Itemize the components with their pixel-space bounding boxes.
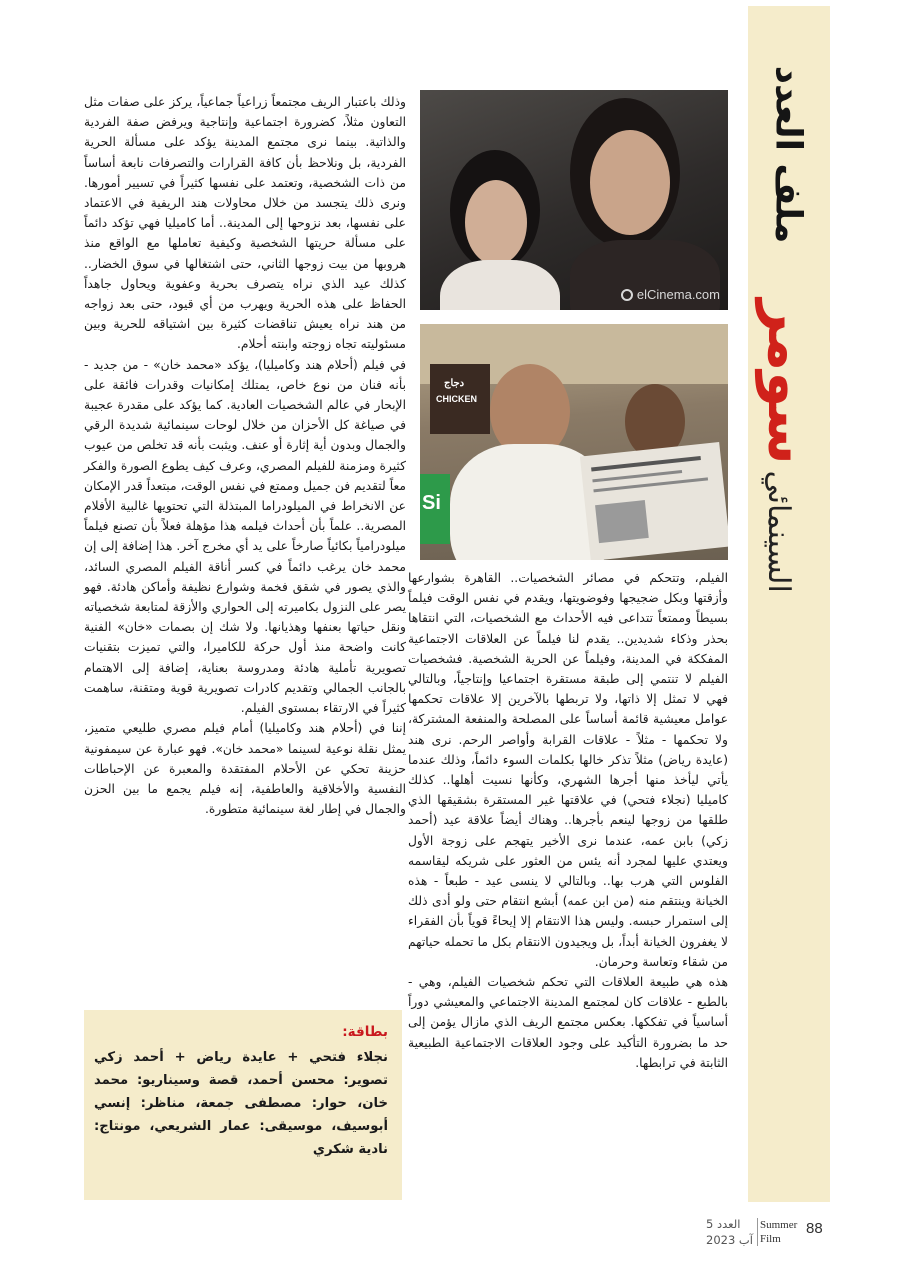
watermark: [621, 287, 720, 302]
paragraph: في فيلم (أحلام هند وكاميليا)، يؤكد «محمد خان» - من جديد - بأنه فنان من نوع خاص، يمتلك إمكانيات وقدرات فائقة على الإبحار في عالم الشخصيات العادية. كما يؤكد على مقدرة عجيبة في صياغة كل الأحزان من خلال لوحات سينمائية شديدة الرقي والجمال وبدون أية إثارة أو عنف. ويثبت بأنه قد تخلص من عيوب كثيرة ومزمنة للفيلم المصري، وعرف كيف يطوع الصورة والفكر معاً لتقديم فن جميل وممتع في نفس الوقت، مبتعداً قدر الإمكان عن الانخراط في الميلودراما المبتذلة التي تحتويها غالبية الأفلام المصرية.. علماً بأن أحداث فيلمه هذا مؤهلة فعلاً بأن تصنع فيلماً ميلودرامياً بكائياً صارخاً على يد أي مخرج آخر. هذا إضافة إلى إن محمد خان يرغب دائماً في كسر أناقة الفيلم المصري السائد، والذي يصور في شقق فخمة وشوارع نظيفة وأماكن هادئة. فهو يصر على النزول بكاميرته إلى الحواري والأزقة لمتابعة شخصياته ونقل حياتها بعنفها وهذيانها. ولا شك إن بصمات «خان» الفنية كانت واضحة منذ أول حركة للكاميرا، والتي تميزت بتقنيات تصويرية تأملية هادئة ومدروسة بعناية، إضافة إلى الاهتمام بالجانب الجمالي وتقديم كادرات تصويرية قوية ومتقنة، ساهمت كثيراً في الارتقاء بمستوى الفيلم.: [84, 357, 406, 716]
face-shape: [590, 130, 670, 235]
newspaper: [580, 442, 728, 560]
footer-divider: [757, 1218, 758, 1246]
brand-mark: [760, 1218, 797, 1246]
watermark-text: elCinema.com: [636, 287, 720, 302]
newspaper-line: [591, 456, 701, 471]
film-still-men: [420, 324, 728, 560]
film-card: [84, 1010, 402, 1200]
paragraph: إننا في (أحلام هند وكاميليا) أمام فيلم مصري طليعي متميز، يمثل نقلة نوعية لسينما «محمد خان». فهو عبارة عن سيمفونية حزينة تحكي عن الأحلام المفتقدة والمعبرة عن الإحباطات النفسية والأخلاقية والعاطفية، إنه فيلم يجمع ما بين الحزن والجمال في إطار لغة سينمائية متطورة.: [84, 721, 406, 817]
section-title: [756, 44, 820, 264]
film-still-women: [420, 90, 728, 310]
brand-line: Summer: [760, 1219, 798, 1231]
section-title-text: ملف العدد: [767, 65, 809, 243]
logo-sub: السينمائي: [761, 470, 797, 593]
sidebar-band: [748, 6, 830, 1202]
sign-text-ar: دجاج: [444, 378, 465, 389]
logo-main: سومر: [755, 299, 824, 465]
shop-sign: [430, 364, 490, 434]
issue-info: [706, 1216, 753, 1248]
shirt-shape: [440, 260, 560, 310]
paragraph: وذلك باعتبار الريف مجتمعاً زراعياً جماعياً، يركز على صفات مثل التعاون مثلاً، كضرورة اجتماعية وإنتاجية ويرفض صفة الفردية والذاتية. بينما نرى مجتمع المدينة يؤكد على مسألة الحرية الفردية، بل ونلاحظ بأن كافة القرارات والتصرفات نابعة أساساً من ذات الشخصية، وتعتمد على نفسها كثيراً في تسيير أمورها. ونرى ذلك يتجسد من خلال محاولات هند الريفية في الاعتماد على نفسها، بعد نزوحها إلى المدينة.. أما كاميليا فهي تؤكد دائماً على مسألة حريتها الشخصية وكيفية تعاملها مع الواقع منذ هروبها من بيت زوجها الثاني، حتى اشتغالها في سوق الخضار.. كذلك عيد الذي نراه يتصرف بحرية وعفوية ويحاول جاهداً الحفاظ على هذه الحرية ويهرب من أي قيود، حتى بعد زواجه من هند نراه يعيش تناقضات كثيرة بين اشتياقه للحرية وبين مسئوليته تجاه زوجته وابنته أحلام.: [84, 95, 406, 352]
page-number: 88: [806, 1220, 823, 1237]
article-column-left: [84, 92, 406, 819]
green-board: [420, 474, 450, 544]
magazine-logo: [752, 299, 826, 593]
film-card-title: بطاقة:: [342, 1024, 388, 1040]
watermark-icon: [621, 289, 633, 301]
issue-date: آب 2023: [706, 1233, 753, 1247]
issue-number: العدد 5: [706, 1217, 741, 1231]
brand-line: Film: [760, 1233, 781, 1245]
article-column-right: [408, 568, 728, 1073]
film-card-credits: نجلاء فتحي + عايدة رياض + أحمد زكي تصوير: محسن أحمد، قصة وسيناريو: محمد خان، حوار: مصطفى جمعة، مناظر: إنسي أبوسيف، موسيقى: عمار الشريعي، مونتاج: نادية شكري: [94, 1050, 388, 1157]
paragraph: هذه هي طبيعة العلاقات التي تحكم شخصيات الفيلم، وهي - بالطبع - علاقات كان لمجتمع المدينة الاجتماعي والمعيشي دوراً أساسياً في تفككها. بعكس مجتمع الريف الذي مازال يؤمن إلى حد ما بضرورة التأكيد على وجود العلاقات الاجتماعية الطبيعية الثابتة في ترابطها.: [408, 975, 728, 1070]
paragraph: الفيلم، وتتحكم في مصائر الشخصيات.. القاهرة بشوارعها وأزقتها وبكل ضجيجها وفوضويتها، ويقدم في نفس الوقت فيلماً بسيطاً وممتعاً تتداعى فيه الأحداث مع الشخصيات، التي انتقاها بحذر وذكاء شديدين.. يقدم لنا فيلماً عن العلاقات الاجتماعية المفككة في المدينة، وفيلماً عن الحرية الشخصية. فشخصيات الفيلم لا تنتمي إلى طبقة مستقرة اجتماعيا وإنتاجياً، وبالتالي فهي لا تمثل إلا ذاتها، ولا تربطها بالآخرين إلا علاقات تحكمها عوامل معيشية قائمة أساساً على المصلحة والمنفعة المشتركة، ولا تحكمها - مثلاً - علاقات القرابة وأواصر الرحم. نرى هند (عايدة رياض) مثلاً تذكر خالها بكلمات السوء دائماً، وذلك عندما يأتي ليأخذ منها أجرها الشهري، وكأنها نسيت أهلها.. كذلك كاميليا (نجلاء فتحي) في علاقتها غير المستقرة بشقيقها الذي طلقها من زوجها لينعم بأجرها.. وهناك أيضاً علاقة عيد (أحمد زكي) بابن عمه، عندما نرى الأخير يتهجم على زوجة الأول ويعتدي عليها لمجرد أنه يئس من العثور على شريكه ليقاسمه الفلوس التي هرب بها.. وبالتالي لا ينسى عيد - طبعاً - هذه الخيانة وينتقم منه (من ابن عمه) أبشع انتقام حتى ولو أدى ذلك إلى استمرار حبسه. وليس هذا الانتقام إلا إيحاءً قوياً بأن الفقراء لا يغفرون الخيانة أبداً، بل ويجيدون الانتقام بكل ما تحمله حياتهم من شقاء وتعاسة وحرمان.: [408, 571, 728, 969]
newspaper-photo: [595, 500, 649, 543]
face-shape: [465, 180, 527, 265]
board-text: Si: [422, 492, 441, 514]
sign-text: CHICKEN: [436, 394, 478, 404]
